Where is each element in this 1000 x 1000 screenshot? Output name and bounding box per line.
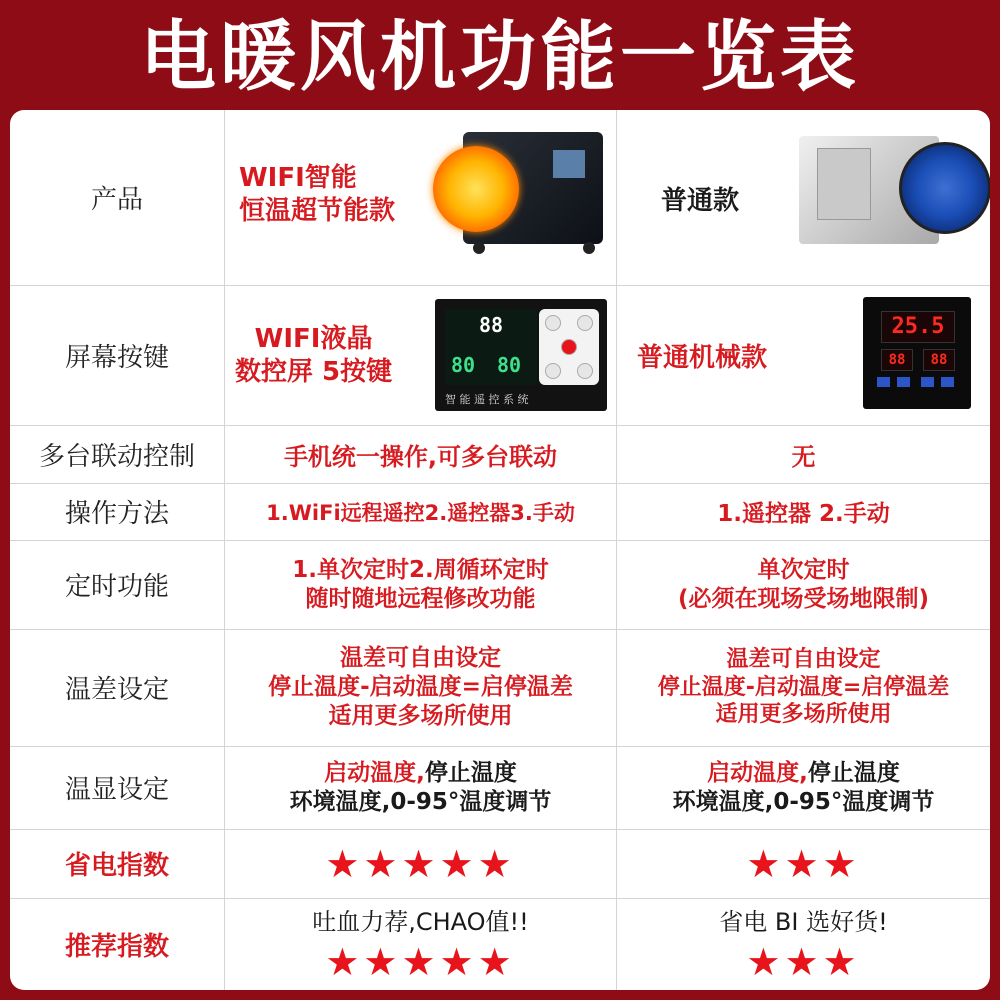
smart-multi-unit: 手机统一操作,可多台联动	[224, 425, 616, 483]
row-label: 省电指数	[64, 851, 169, 881]
basic-heater-image	[799, 128, 984, 258]
lcd-left-reading: 80	[451, 353, 476, 377]
smart-model-name-line1: WIFI智能	[239, 163, 357, 193]
smart-model-name-line2: 恒温超节能款	[239, 195, 396, 226]
basic-timer-line2: (必须在现场受场地限制)	[677, 585, 930, 612]
row-label: 温显设定	[64, 775, 169, 805]
mech-left-reading: 88	[881, 349, 913, 371]
smart-power-stars: ★★★★★	[325, 841, 516, 886]
smart-model-cell	[224, 110, 616, 285]
row-label: 推荐指数	[64, 931, 169, 962]
basic-recommend-text: 省电 BI 选好货!	[719, 908, 888, 936]
basic-tempdisp-line2: 环境温度,0-95°温度调节	[672, 788, 935, 815]
smart-timer-line2: 随时随地远程修改功能	[305, 585, 536, 612]
smart-tempdisp-line2: 环境温度,0-95°温度调节	[289, 788, 552, 815]
row-recommendation	[10, 898, 990, 990]
smart-heater-image	[433, 124, 608, 264]
row-label: 屏幕按键	[64, 342, 169, 373]
smart-screen-line1: WIFI液晶	[254, 324, 373, 354]
basic-screen-cell	[616, 285, 990, 425]
row-temp-diff	[10, 629, 990, 747]
row-product	[10, 110, 990, 286]
lcd-right-reading: 80	[497, 353, 522, 377]
basic-recommend-stars: ★★★	[746, 940, 861, 984]
basic-tempdiff-line1: 温差可自由设定	[726, 647, 881, 673]
comparison-table	[10, 110, 990, 990]
smart-recommend-text: 吐血力荐,CHAO值!!	[312, 908, 529, 936]
row-label: 操作方法	[64, 499, 169, 529]
row-multi-unit	[10, 425, 990, 484]
row-screen-buttons	[10, 285, 990, 426]
basic-tempdisp-dark: 停止温度	[807, 759, 900, 786]
basic-model-name: 普通款	[661, 186, 740, 216]
basic-power-stars: ★★★	[746, 841, 861, 886]
smart-operation: 1.WiFi远程遥控2.遥控器3.手动	[224, 483, 616, 540]
lcd-controller-image	[435, 299, 607, 411]
row-operation	[10, 483, 990, 541]
row-power-saving	[10, 829, 990, 899]
smart-tempdiff-line1: 温差可自由设定	[339, 645, 501, 672]
lcd-caption: 智 能 遥 控 系 统	[445, 393, 529, 406]
basic-operation: 1.遥控器 2.手动	[616, 483, 990, 540]
row-label: 定时功能	[64, 572, 169, 602]
basic-multi-unit: 无	[616, 425, 990, 483]
smart-timer-line1: 1.单次定时2.周循环定时	[292, 556, 549, 583]
smart-screen-line2: 数控屏 5按键	[235, 356, 393, 387]
page-title: 电暖风机功能一览表	[140, 11, 860, 101]
smart-recommend-stars: ★★★★★	[325, 940, 516, 984]
row-label: 多台联动控制	[38, 441, 195, 472]
basic-tempdiff-line3: 适用更多场所使用	[715, 702, 892, 728]
smart-tempdisp-dark: 停止温度	[424, 759, 517, 786]
smart-tempdisp-red: 启动温度,	[324, 759, 425, 786]
basic-tempdiff-line2: 停止温度-启动温度=启停温差	[657, 674, 950, 700]
mech-right-reading: 88	[923, 349, 955, 371]
basic-screen-text: 普通机械款	[637, 343, 768, 373]
basic-model-cell	[616, 110, 990, 285]
row-label: 产品	[90, 185, 143, 215]
row-temp-display	[10, 746, 990, 830]
mech-top-reading: 25.5	[881, 311, 955, 343]
basic-timer-line1: 单次定时	[757, 556, 850, 583]
row-timer	[10, 540, 990, 630]
smart-screen-cell	[224, 285, 616, 425]
smart-tempdiff-line2: 停止温度-启动温度=启停温差	[268, 674, 573, 701]
mechanical-controller-image	[863, 297, 971, 409]
lcd-top-reading: 88	[479, 313, 504, 337]
row-label: 温差设定	[64, 675, 169, 705]
smart-tempdiff-line3: 适用更多场所使用	[328, 702, 513, 729]
basic-tempdisp-red: 启动温度,	[707, 759, 808, 786]
